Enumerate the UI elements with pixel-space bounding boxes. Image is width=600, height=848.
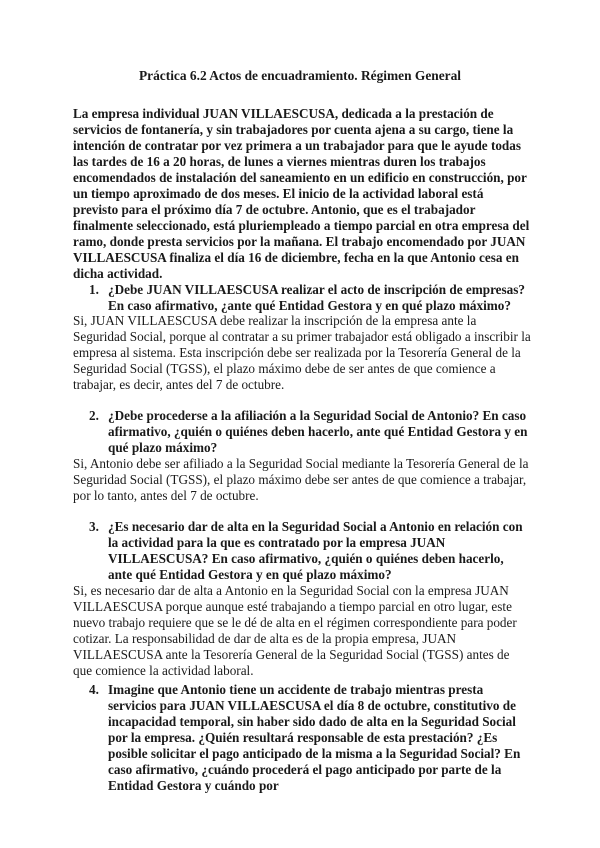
intro-paragraph: La empresa individual JUAN VILLAESCUSA, dedicada a la prestación de servicios de fontanería, y sin trabajadores por cuenta ajena a su cargo, tiene la intención de contratar por vez primera a un trabajador para que le ayude todas las tardes de 16 a 20 horas, de lunes a viernes mientras duren los trabajos encomendados de instalación del saneamiento en un edificio en construcción, por un tiempo aproximado de dos meses. El inicio de la actividad laboral está previsto para el próximo día 7 de octubre. Antonio, que es el trabajador finalmente seleccionado, está pluriempleado a tiempo parcial en otra empresa del ramo, donde presta servicios por la mañana. El trabajo encomendado por JUAN VILLAESCUSA finaliza el día 16 de diciembre, fecha en la que Antonio cesa en dicha actividad. bbox=[73, 106, 530, 281]
question-4 bbox=[89, 682, 531, 794]
question-2 bbox=[89, 408, 531, 456]
question-3 bbox=[89, 519, 531, 583]
question-number: 1. bbox=[89, 282, 99, 297]
question-1 bbox=[89, 282, 531, 314]
question-number: 2. bbox=[89, 408, 99, 423]
answer-1: Si, JUAN VILLAESCUSA debe realizar la inscripción de la empresa ante la Seguridad Social, porque al contratar a su primer trabajador está obligado a inscribir la empresa al sistema. Esta inscripción debe ser realizada por la Tesorería General de la Seguridad Social (TGSS), el plazo máximo debe de ser antes de que comience a trabajar, es decir, antes del 7 de octubre. bbox=[73, 313, 531, 392]
question-text: Imagine que Antonio tiene un accidente de trabajo mientras presta servicios para JUAN VILLAESCUSA el día 8 de octubre, constitutivo de incapacidad temporal, sin haber sido dado de alta en la Seguridad Social por la empresa. ¿Quién resultará responsable de esta prestación? ¿Es posible solicitar el pago anticipado de la misma a la Seguridad Social? En caso afirmativo, ¿cuándo procederá el pago anticipado por parte de la Entidad Gestora y cuándo por bbox=[108, 682, 521, 793]
question-number: 3. bbox=[89, 519, 99, 534]
question-number: 4. bbox=[89, 682, 99, 697]
answer-3: Si, es necesario dar de alta a Antonio en la Seguridad Social con la empresa JUAN VILLAESCUSA porque aunque esté trabajando a tiempo parcial en otro lugar, este nuevo trabajo requiere que se le dé de alta en el régimen correspondiente para poder cotizar. La responsabilidad de dar de alta es de la propia empresa, JUAN VILLAESCUSA ante la Tesorería General de la Seguridad Social (TGSS) antes de que comience la actividad laboral. bbox=[73, 583, 517, 678]
question-text: ¿Es necesario dar de alta en la Seguridad Social a Antonio en relación con la actividad para la que es contratado por la empresa JUAN VILLAESCUSA? En caso afirmativo, ¿quién o quiénes deben hacerlo, ante qué Entidad Gestora y en qué plazo máximo? bbox=[108, 519, 523, 582]
answer-2: Si, Antonio debe ser afiliado a la Seguridad Social mediante la Tesorería General de la Seguridad Social (TGSS), el plazo máximo debe ser antes de que comience a trabajar, por lo tanto, antes del 7 de octubre. bbox=[73, 456, 529, 503]
page-title: Práctica 6.2 Actos de encuadramiento. Régimen General bbox=[138, 68, 462, 83]
question-text: ¿Debe JUAN VILLAESCUSA realizar el acto de inscripción de empresas? En caso afirmativo, ¿ante qué Entidad Gestora y en qué plazo máximo? bbox=[108, 282, 525, 313]
question-text: ¿Debe procederse a la afiliación a la Seguridad Social de Antonio? En caso afirmativo, ¿quién o quiénes deben hacerlo, ante qué Entidad Gestora y en qué plazo máximo? bbox=[108, 408, 528, 455]
